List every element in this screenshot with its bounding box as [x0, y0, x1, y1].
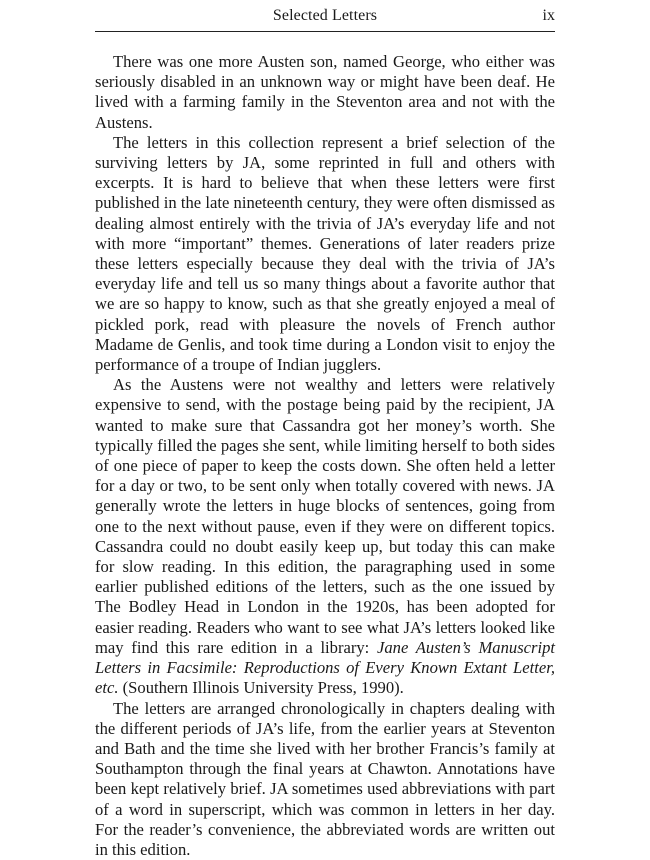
- book-page: [95, 0, 555, 860]
- book-title: Jane Austen’s Manuscript Letters in Facsimile: Reproductions of Every Known Extant Letter, etc.: [95, 638, 555, 697]
- publisher-citation: (Southern Illinois University Press, 1990).: [119, 678, 404, 697]
- body-text: [95, 52, 555, 860]
- paragraph-george: There was one more Austen son, named George, who either was seriously disabled in an unknown way or might have been deaf. He lived with a farming family in the Steventon area and not with the Austens.: [95, 52, 555, 133]
- paragraph-arrangement: The letters are arranged chronologically in chapters dealing with the different periods of JA’s life, from the earlier years at Steventon and Bath and the time she lived with her brother Francis’s family at Southampton through the final years at Chawton. Annotations have been kept relatively brief. JA sometimes used abbreviations with part of a word in superscript, which was common in letters in her day. For the reader’s convenience, the abbreviated words are written out in this edition.: [95, 699, 555, 860]
- paragraph-postage: [95, 375, 555, 698]
- running-head: [95, 0, 555, 32]
- running-title: Selected Letters: [95, 7, 555, 25]
- page-number: ix: [543, 7, 555, 25]
- paragraph-collection: The letters in this collection represent a brief selection of the surviving letters by JA, some reprinted in full and others with excerpts. It is hard to believe that when these letters were first published in the late nineteenth century, they were often dismissed as dealing almost entirely with the trivia of JA’s everyday life and not with more “important” themes. Generations of later readers prize these letters especially because they deal with the trivia of JA’s everyday life and tell us so many things about a favorite author that we are so happy to know, such as that she greatly enjoyed a meal of pickled pork, read with pleasure the novels of French author Madame de Genlis, and took time during a London visit to enjoy the performance of a troupe of Indian jugglers.: [95, 133, 555, 375]
- paragraph-postage-text: As the Austens were not wealthy and letters were relatively expensive to send, with the postage being paid by the recipient, JA wanted to make sure that Cassandra got her money’s worth. She typically filled the pages she sent, while limiting herself to both sides of one piece of paper to keep the costs down. She often held a letter for a day or two, to be sent only when totally covered with news. JA generally wrote the letters in huge blocks of sentences, going from one to the next without pause, even if they were on different topics. Cassandra could no doubt easily keep up, but today this can make for slow reading. In this edition, the paragraphing used in some earlier published editions of the letters, such as the one issued by The Bodley Head in London in the 1920s, has been adopted for easier reading. Readers who want to see what JA’s letters looked like may find this rare edition in a library:: [95, 375, 555, 657]
